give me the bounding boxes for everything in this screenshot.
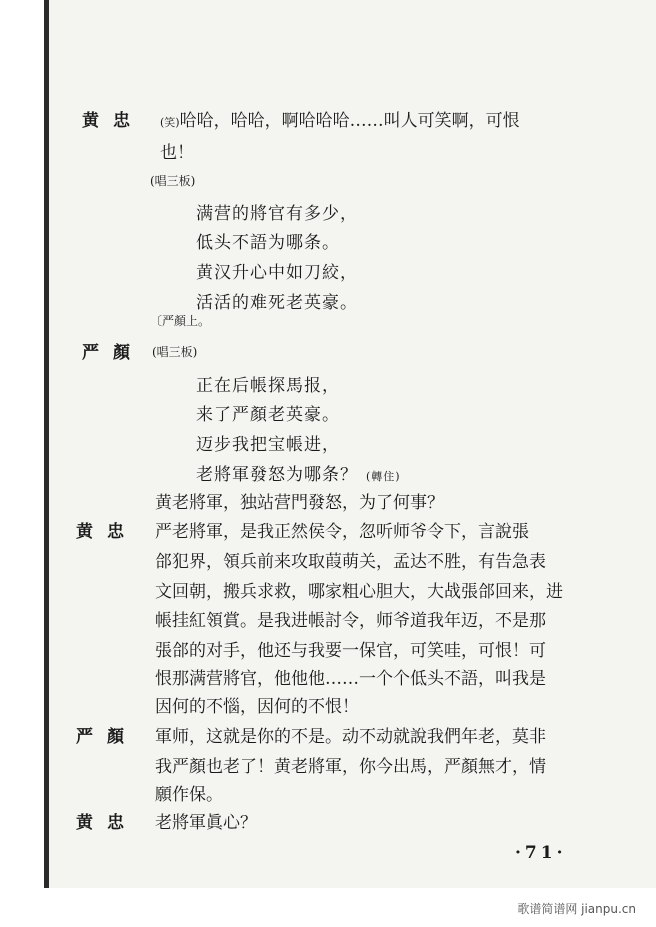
dialogue-line: 严老將軍，是我正然侯令，忽听师爷令下，言說張 [155,522,529,542]
dialogue-line: 黄老將軍，独站营門發怒，为了何事？ [155,493,444,513]
dialogue-line: 軍师，这就是你的不是。动不动就說我們年老，莫非 [155,727,546,747]
stage-direction: (笑) [160,116,180,129]
site-watermark: 歌谱简谱网 jianpu.cn [517,902,636,916]
speaker-yan-yan: 严顏 [76,727,138,747]
verse-line: 正在后帳探馬报， [196,376,340,396]
stage-direction: (唱三板) [152,345,198,359]
dialogue-line: 帳挂紅領賞。是我进帳討令，师爷道我年迈，不是那 [155,611,546,631]
dialogue-line: 恨那满营將官，他他他……一个个低头不語，叫我是 [155,669,546,689]
verse-line: 满营的將官有多少， [196,204,358,224]
scan-margin-left [0,0,44,927]
binding-edge [44,0,49,927]
stage-direction: 〔严顏上。 [150,314,211,328]
verse-line: 低头不語为哪条。 [196,233,340,253]
verse-line: 迈步我把宝帳进， [196,435,340,455]
dialogue-line: (笑)哈哈，哈哈，啊哈哈哈……叫人可笑啊，可恨 [160,111,520,131]
speaker-yan-yan: 严顏 [82,343,144,363]
dialogue-line: 我严顏也老了！黄老將軍，你今出馬，严顏無才，情 [155,757,546,777]
verse-line: 黄汉升心中如刀絞， [196,263,358,283]
speaker-huang-zhong: 黄忠 [82,111,144,131]
verse-line: 来了严顏老英豪。 [196,405,340,425]
dialogue-line: 因何的不惱，因何的不恨！ [155,697,359,717]
speaker-huang-zhong: 黄忠 [76,813,138,833]
dialogue-line: 郃犯界，領兵前来攻取葭萌关，孟达不胜，有告急表 [155,552,546,572]
dialogue-line: 張郃的对手，他还与我要一保官，可笑哇，可恨！可 [155,641,546,661]
dialogue-line: 老將軍眞心？ [155,813,257,833]
dialogue-line: 願作保。 [155,785,223,805]
verse-line: 活活的难死老英豪。 [196,293,358,313]
page-number: ·71· [515,843,567,863]
dialogue-line: 也！ [160,143,194,163]
stage-direction: (唱三板) [150,174,196,188]
verse-line: 老將軍發怒为哪条？ (轉住) [196,465,401,485]
dialogue-line: 文回朝，搬兵求救，哪家粗心胆大，大战張郃回来，进 [155,582,563,602]
stage-direction: (轉住) [366,470,401,483]
speaker-huang-zhong: 黄忠 [76,522,138,542]
